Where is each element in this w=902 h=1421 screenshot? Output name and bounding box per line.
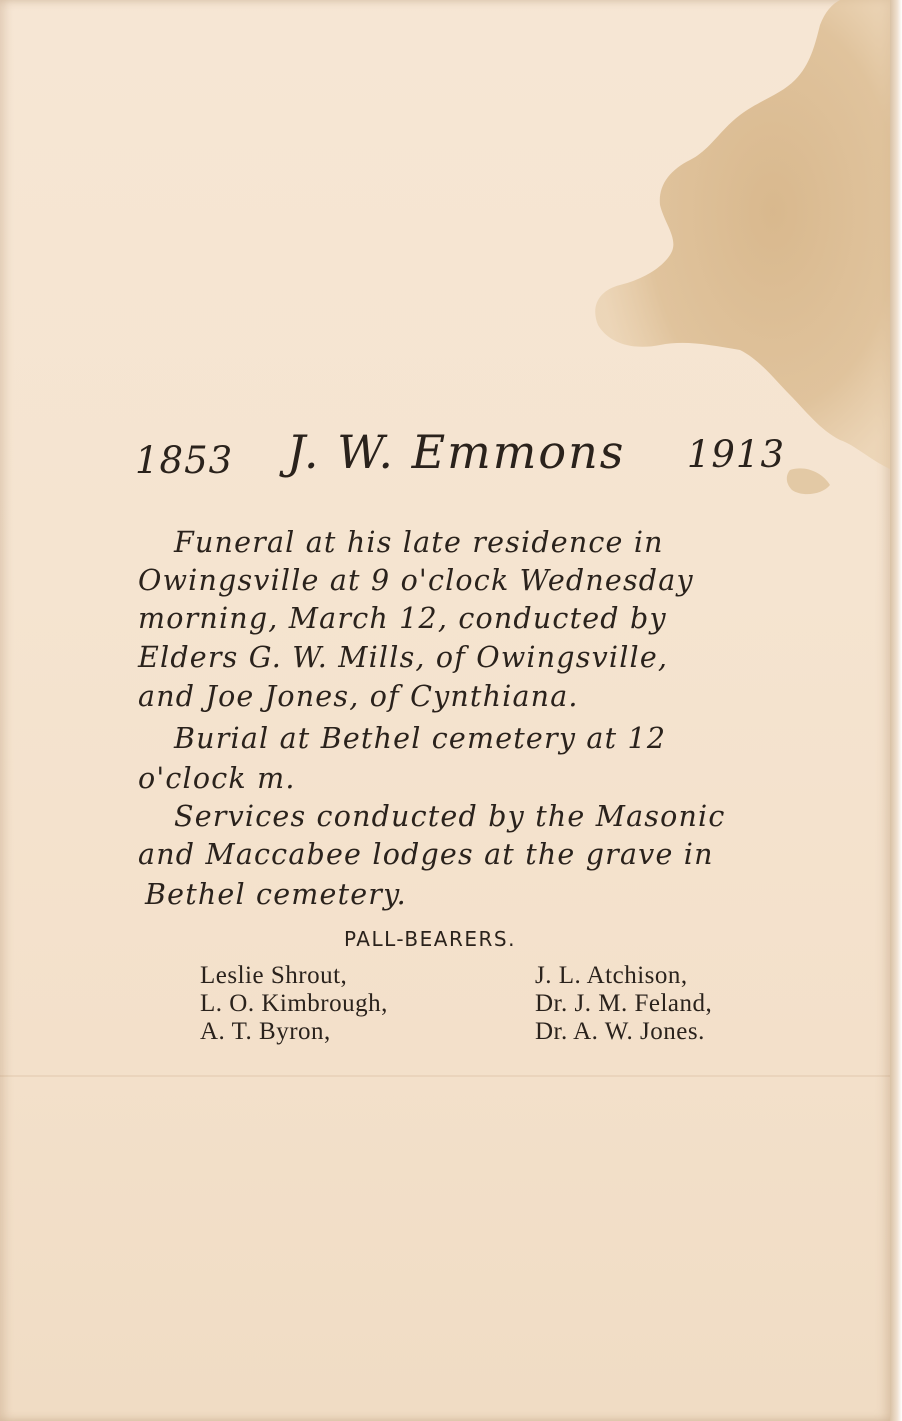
- death-year: 1913: [686, 433, 785, 476]
- pallbearer-name: L. O. Kimbrough,: [200, 990, 388, 1017]
- birth-year: 1853: [135, 439, 234, 482]
- heading: [135, 425, 795, 495]
- pallbearers-title: PALL-BEARERS.: [344, 927, 516, 951]
- deceased-name: J. W. Emmons: [287, 425, 626, 479]
- body-line: and Maccabee lodges at the grave in: [138, 838, 714, 871]
- pallbearer-name: A. T. Byron,: [200, 1018, 331, 1045]
- pallbearer-name: J. L. Atchison,: [535, 962, 688, 989]
- body-line: Owingsville at 9 o'clock Wednesday: [138, 564, 694, 597]
- body-line: Funeral at his late residence in: [174, 526, 664, 559]
- pallbearer-name: Dr. A. W. Jones.: [535, 1018, 705, 1045]
- body-line: Burial at Bethel cemetery at 12: [174, 722, 667, 755]
- body-line: o'clock m.: [138, 762, 296, 795]
- pallbearers-right-column: [535, 962, 712, 1046]
- paper-crease: [0, 1075, 892, 1077]
- body-line: morning, March 12, conducted by: [138, 602, 667, 635]
- body-line: and Joe Jones, of Cynthiana.: [138, 680, 579, 713]
- pallbearers-left-column: [200, 962, 388, 1046]
- body-line: Elders G. W. Mills, of Owingsville,: [138, 641, 669, 674]
- body-line: Services conducted by the Masonic: [174, 800, 726, 833]
- pallbearer-name: Dr. J. M. Feland,: [535, 990, 713, 1017]
- body-line: Bethel cemetery.: [145, 878, 407, 911]
- page-edge: [890, 0, 902, 1421]
- pallbearer-name: Leslie Shrout,: [200, 962, 348, 989]
